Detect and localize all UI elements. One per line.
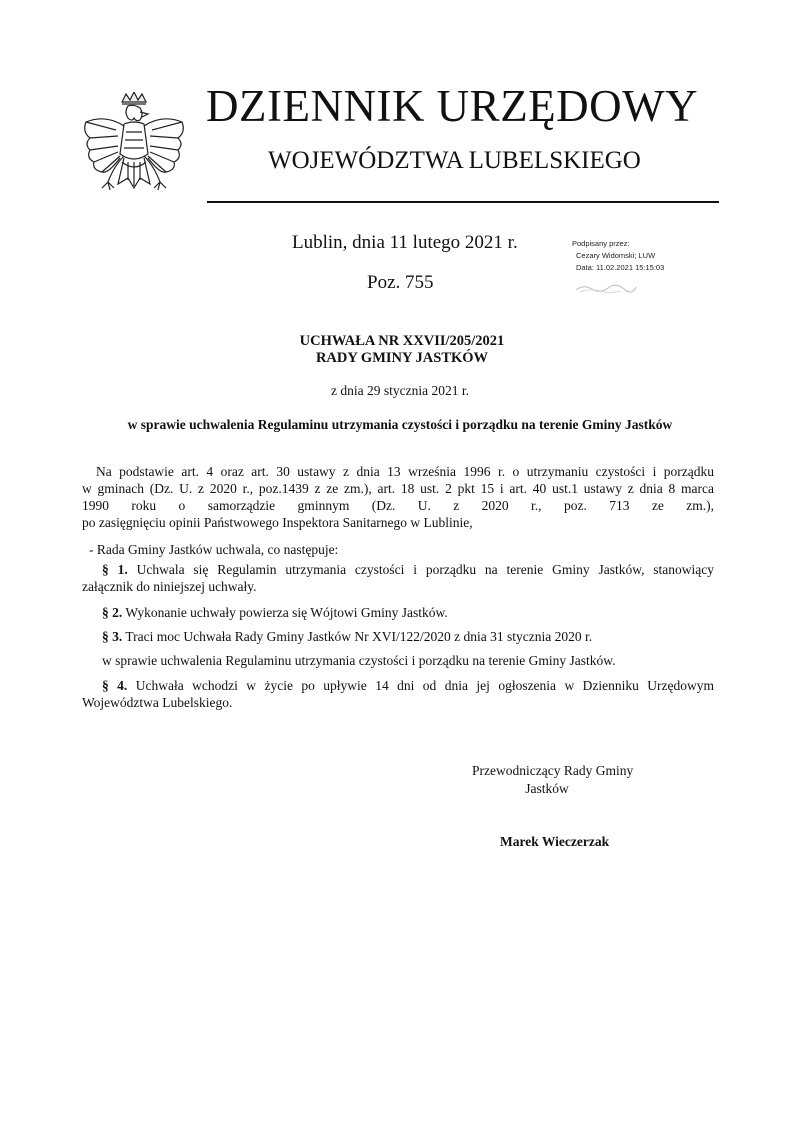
position-number: Poz. 755 [367, 272, 434, 293]
digital-signature [572, 238, 664, 274]
paragraph-2-mark: § 2. [102, 605, 123, 620]
chair-name: Marek Wieczerzak [500, 834, 610, 849]
paragraph-2-text: Wykonanie uchwały powierza się Wójtowi Gminy Jastków. [125, 605, 448, 620]
chair-role-line: Jastków [525, 781, 569, 796]
paragraph-3-mark: § 3. [102, 629, 123, 644]
signature-signer: Cezary Widomski; LUW [576, 251, 656, 260]
paragraph-3-cont: w sprawie uchwalenia Regulaminu utrzymania czystości i porządku na terenie Gminy Jastków. [102, 653, 616, 668]
journal-title: DZIENNIK URZĘDOWY [206, 81, 699, 131]
legal-basis-line: Na podstawie art. 4 oraz art. 30 ustawy z dnia 13 września 1996 r. o utrzymaniu czystości i porządku [96, 464, 714, 479]
signature-date: Data: 11.02.2021 15:15:03 [576, 263, 665, 272]
chair-role-line: Przewodniczący Rady Gminy [472, 763, 634, 778]
legal-basis-line: po zasięgnięciu opinii Państwowego Inspektora Sanitarnego w Lublinie, [82, 515, 473, 530]
resolution-subject: w sprawie uchwalenia Regulaminu utrzymania czystości i porządku na terenie Gminy Jastków [127, 417, 673, 432]
signature-label: Podpisany przez: [572, 239, 630, 248]
eagle-emblem-icon [78, 92, 190, 210]
legal-basis-line: w gminach (Dz. U. z 2020 r., poz.1439 z ze zm.), art. 18 ust. 2 pkt 15 i art. 40 ust.1 ustawy z dnia 8 marca [82, 481, 714, 496]
paragraph-4-mark: § 4. [102, 678, 128, 693]
paragraph-4-text: Uchwała wchodzi w życie po upływie 14 dni od dnia jej ogłoszenia w Dzienniku Urzędowym [135, 678, 715, 693]
paragraph-3 [102, 628, 592, 645]
paragraph-4-text-cont: Województwa Lubelskiego. [82, 695, 233, 710]
chair-role [472, 762, 634, 798]
paragraph-1 [82, 561, 714, 595]
header-divider [207, 201, 719, 203]
paragraph-2 [102, 604, 448, 621]
paragraph-4 [82, 677, 714, 711]
journal-subtitle: WOJEWÓDZTWA LUBELSKIEGO [268, 147, 641, 174]
publication-date: Lublin, dnia 11 lutego 2021 r. [292, 232, 518, 253]
paragraph-1-text-cont: załącznik do niniejszej uchwały. [82, 579, 257, 594]
legal-basis-line: 1990 roku o samorządzie gminnym (Dz. U. z 2020 r., poz. 713 ze zm.), [82, 498, 714, 513]
paragraph-1-mark: § 1. [102, 562, 128, 577]
council-intro: - Rada Gminy Jastków uchwala, co następuje: [89, 542, 339, 557]
resolution-number: UCHWAŁA NR XXVII/205/2021 [299, 333, 505, 349]
resolution-issuer: RADY GMINY JASTKÓW [315, 350, 489, 366]
signature-stamp-icon [574, 282, 638, 294]
resolution-date: z dnia 29 stycznia 2021 r. [331, 383, 469, 398]
paragraph-3-text: Traci moc Uchwała Rady Gminy Jastków Nr XVI/122/2020 z dnia 31 stycznia 2020 r. [125, 629, 593, 644]
paragraph-1-text: Uchwala się Regulamin utrzymania czystości i porządku na terenie Gminy Jastków, stanowiący [136, 562, 715, 577]
legal-basis [82, 463, 714, 531]
